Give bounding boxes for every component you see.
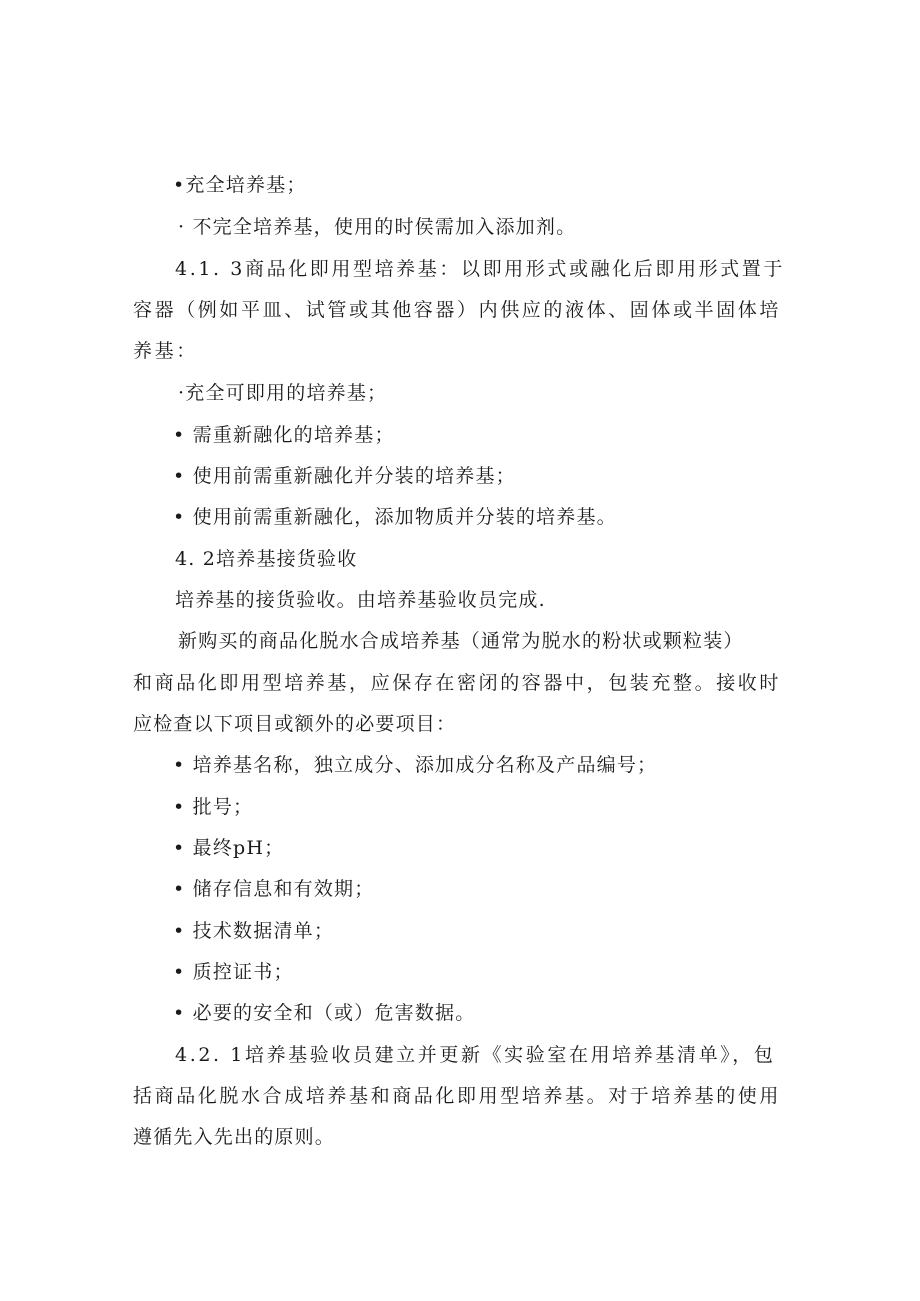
section-4-1-3-line-2: 容器（例如平皿、试管或其他容器）内供应的液体、固体或半固体培 <box>133 299 782 321</box>
bullet-qc-certificate: • 质控证书； <box>173 961 294 983</box>
bullet-batch-number: • 批号； <box>173 796 254 818</box>
bullet-remelt-dispense: • 使用前需重新融化并分装的培养基； <box>173 465 516 487</box>
section-4-2-1-line-2: 括商品化脱水合成培养基和商品化即用型培养基。对于培养基的使用 <box>133 1085 782 1107</box>
bullet-medium-name: • 培养基名称，独立成分、添加成分名称及产品编号； <box>173 754 658 776</box>
bullet-complete-medium: •充全培养基； <box>173 174 307 196</box>
bullet-safety-data: • 必要的安全和（或）危害数据。 <box>173 1002 476 1024</box>
section-4-1-3-line-1: 4.1. 3商品化即用型培养基：以即用形式或融化后即用形式置于 <box>175 258 785 280</box>
bullet-ready-to-use: ·充全可即用的培养基； <box>178 382 388 404</box>
section-4-1-3-line-3: 养基： <box>133 340 198 362</box>
bullet-remelt: • 需重新融化的培养基； <box>173 424 395 446</box>
bullet-remelt-add-dispense: • 使用前需重新融化，添加物质并分装的培养基。 <box>173 506 617 528</box>
bullet-storage-expiry: • 储存信息和有效期； <box>173 878 375 900</box>
section-4-2-heading: 4. 2培养基接货验收 <box>175 548 358 570</box>
bullet-tech-data: • 技术数据清单； <box>173 920 335 942</box>
bullet-final-ph: • 最终pH； <box>173 837 285 859</box>
bullet-incomplete-medium: · 不完全培养基，使用的时侯需加入添加剂。 <box>178 216 577 238</box>
section-4-2-1-line-3: 遵循先入先出的原则。 <box>133 1126 336 1148</box>
new-purchase-line-3: 应检查以下项目或额外的必要项目： <box>133 713 457 735</box>
new-purchase-line-1: 新购买的商品化脱水合成培养基（通常为脱水的粉状或颗粒装） <box>178 630 744 652</box>
section-4-2-1-line-1: 4.2. 1培养基验收员建立并更新《实验室在用培养基清单》，包 <box>175 1044 776 1066</box>
receipt-intro: 培养基的接货验收。由培养基验收员完成. <box>175 589 546 611</box>
new-purchase-line-2: 和商品化即用型培养基，应保存在密闭的容器中，包装充整。接收时 <box>133 672 782 694</box>
